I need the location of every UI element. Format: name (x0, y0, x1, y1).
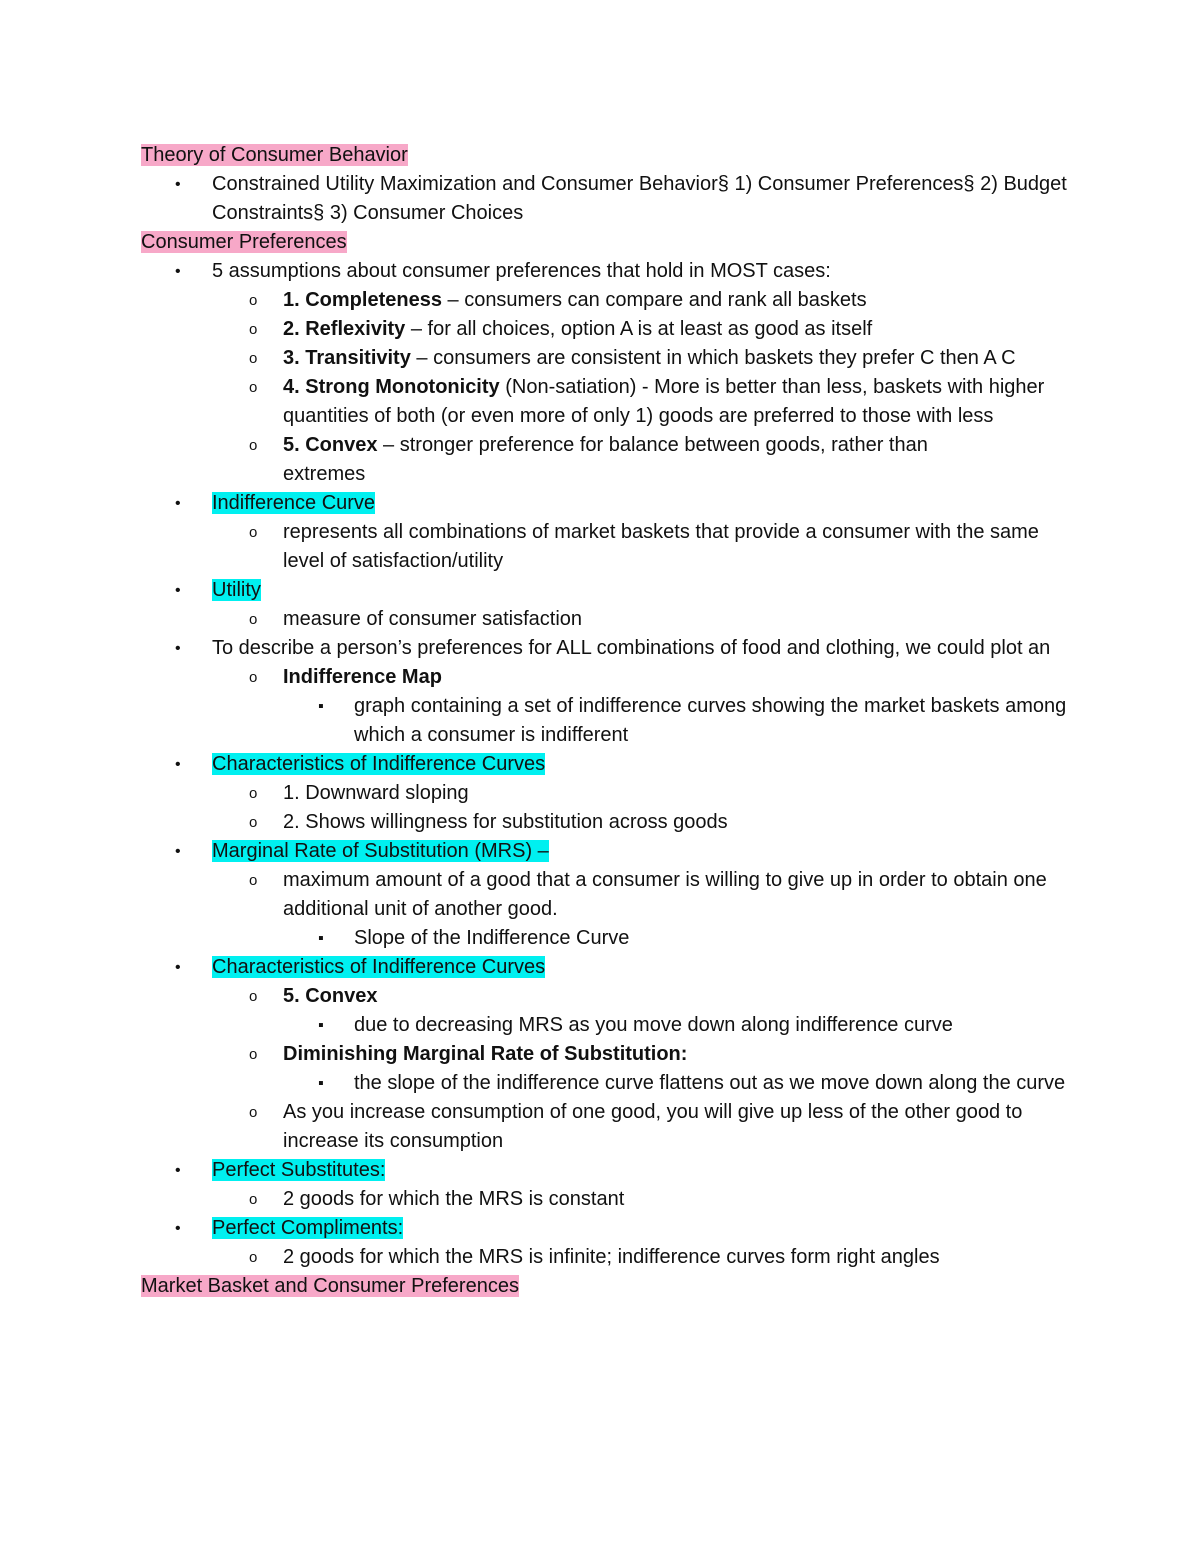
list-item: ▪ due to decreasing MRS as you move down along indifference curve (141, 1011, 1071, 1040)
circle-bullet-icon: o (249, 437, 258, 454)
list-item: • Constrained Utility Maximization and Consumer Behavior§ 1) Consumer Preferences§ 2) Budget Constraints§ 3) Consumer Choices (141, 170, 1071, 228)
term-highlight: Utility (212, 579, 261, 601)
circle-bullet-icon: o (249, 988, 258, 1005)
circle-bullet-icon: o (249, 321, 258, 338)
square-bullet-icon: ▪ (318, 1017, 324, 1034)
list-item: • 5 assumptions about consumer preferences that hold in MOST cases: (141, 257, 1071, 286)
heading-text: Theory of Consumer Behavior (141, 144, 408, 166)
list-item: ▪ graph containing a set of indifference curves showing the market baskets among which a consumer is indifferent (141, 692, 1071, 750)
bullet-icon: • (175, 843, 181, 860)
list-item: ▪ the slope of the indifference curve flattens out as we move down along the curve (141, 1069, 1071, 1098)
list-item (141, 489, 1071, 518)
circle-bullet-icon: o (249, 611, 258, 628)
circle-bullet-icon: o (249, 524, 258, 541)
list-item: ▪ Slope of the Indifference Curve (141, 924, 1071, 953)
list-item: o 4. Strong Monotonicity (Non-satiation) - More is better than less, baskets with higher quantities of both (or even more of only 1) goods are preferred to those with less (141, 373, 1071, 431)
list-item: o measure of consumer satisfaction (141, 605, 1071, 634)
circle-bullet-icon: o (249, 1046, 258, 1063)
circle-bullet-icon: o (249, 292, 258, 309)
list-item (141, 576, 1071, 605)
term-highlight: Characteristics of Indifference Curves (212, 956, 546, 978)
circle-bullet-icon: o (249, 1191, 258, 1208)
square-bullet-icon: ▪ (318, 1075, 324, 1092)
bullet-icon: • (175, 1162, 181, 1179)
bullet-icon: • (175, 756, 181, 773)
list-item: • To describe a person’s preferences for ALL combinations of food and clothing, we could plot an (141, 634, 1071, 663)
circle-bullet-icon: o (249, 350, 258, 367)
list-item: o 5. Convex – stronger preference for balance between goods, rather than extremes (141, 431, 1071, 489)
term-highlight: Perfect Compliments: (212, 1217, 404, 1239)
heading-text: Consumer Preferences (141, 231, 347, 253)
list-item: o 1. Completeness – consumers can compare and rank all baskets (141, 286, 1071, 315)
list-item: o Diminishing Marginal Rate of Substitution: (141, 1040, 1071, 1069)
list-item: o 2. Reflexivity – for all choices, option A is at least as good as itself (141, 315, 1071, 344)
square-bullet-icon: ▪ (318, 698, 324, 715)
term-highlight: Perfect Substitutes: (212, 1159, 386, 1181)
term-highlight: Indifference Curve (212, 492, 376, 514)
section-heading-theory (141, 141, 1071, 170)
list-item: o 3. Transitivity – consumers are consistent in which baskets they prefer C then A C (141, 344, 1071, 373)
circle-bullet-icon: o (249, 379, 258, 396)
circle-bullet-icon: o (249, 1104, 258, 1121)
list-item: o 1. Downward sloping (141, 779, 1071, 808)
list-item (141, 750, 1071, 779)
list-item (141, 953, 1071, 982)
list-item: o maximum amount of a good that a consumer is willing to give up in order to obtain one additional unit of another good. (141, 866, 1071, 924)
list-item: o represents all combinations of market baskets that provide a consumer with the same level of satisfaction/utility (141, 518, 1071, 576)
list-item: o As you increase consumption of one good, you will give up less of the other good to increase its consumption (141, 1098, 1071, 1156)
list-item: o 2. Shows willingness for substitution across goods (141, 808, 1071, 837)
list-item: o 5. Convex (141, 982, 1071, 1011)
list-item: o 2 goods for which the MRS is constant (141, 1185, 1071, 1214)
notes-content (141, 141, 1071, 1301)
circle-bullet-icon: o (249, 872, 258, 889)
list-item (141, 1156, 1071, 1185)
circle-bullet-icon: o (249, 669, 258, 686)
bullet-icon: • (175, 176, 181, 193)
circle-bullet-icon: o (249, 1249, 258, 1266)
list-item: o Indifference Map (141, 663, 1071, 692)
circle-bullet-icon: o (249, 785, 258, 802)
list-item: o 2 goods for which the MRS is infinite; indifference curves form right angles (141, 1243, 1071, 1272)
bullet-icon: • (175, 959, 181, 976)
bullet-icon: • (175, 263, 181, 280)
circle-bullet-icon: o (249, 814, 258, 831)
term-highlight: Characteristics of Indifference Curves (212, 753, 546, 775)
square-bullet-icon: ▪ (318, 930, 324, 947)
section-heading-consumer-preferences (141, 228, 1071, 257)
bullet-icon: • (175, 582, 181, 599)
heading-text: Market Basket and Consumer Preferences (141, 1275, 519, 1297)
bullet-icon: • (175, 640, 181, 657)
term-highlight: Marginal Rate of Substitution (MRS) – (212, 840, 549, 862)
list-item (141, 1214, 1071, 1243)
list-item (141, 837, 1071, 866)
bullet-icon: • (175, 495, 181, 512)
bullet-icon: • (175, 1220, 181, 1237)
section-heading-market-basket (141, 1272, 1071, 1301)
